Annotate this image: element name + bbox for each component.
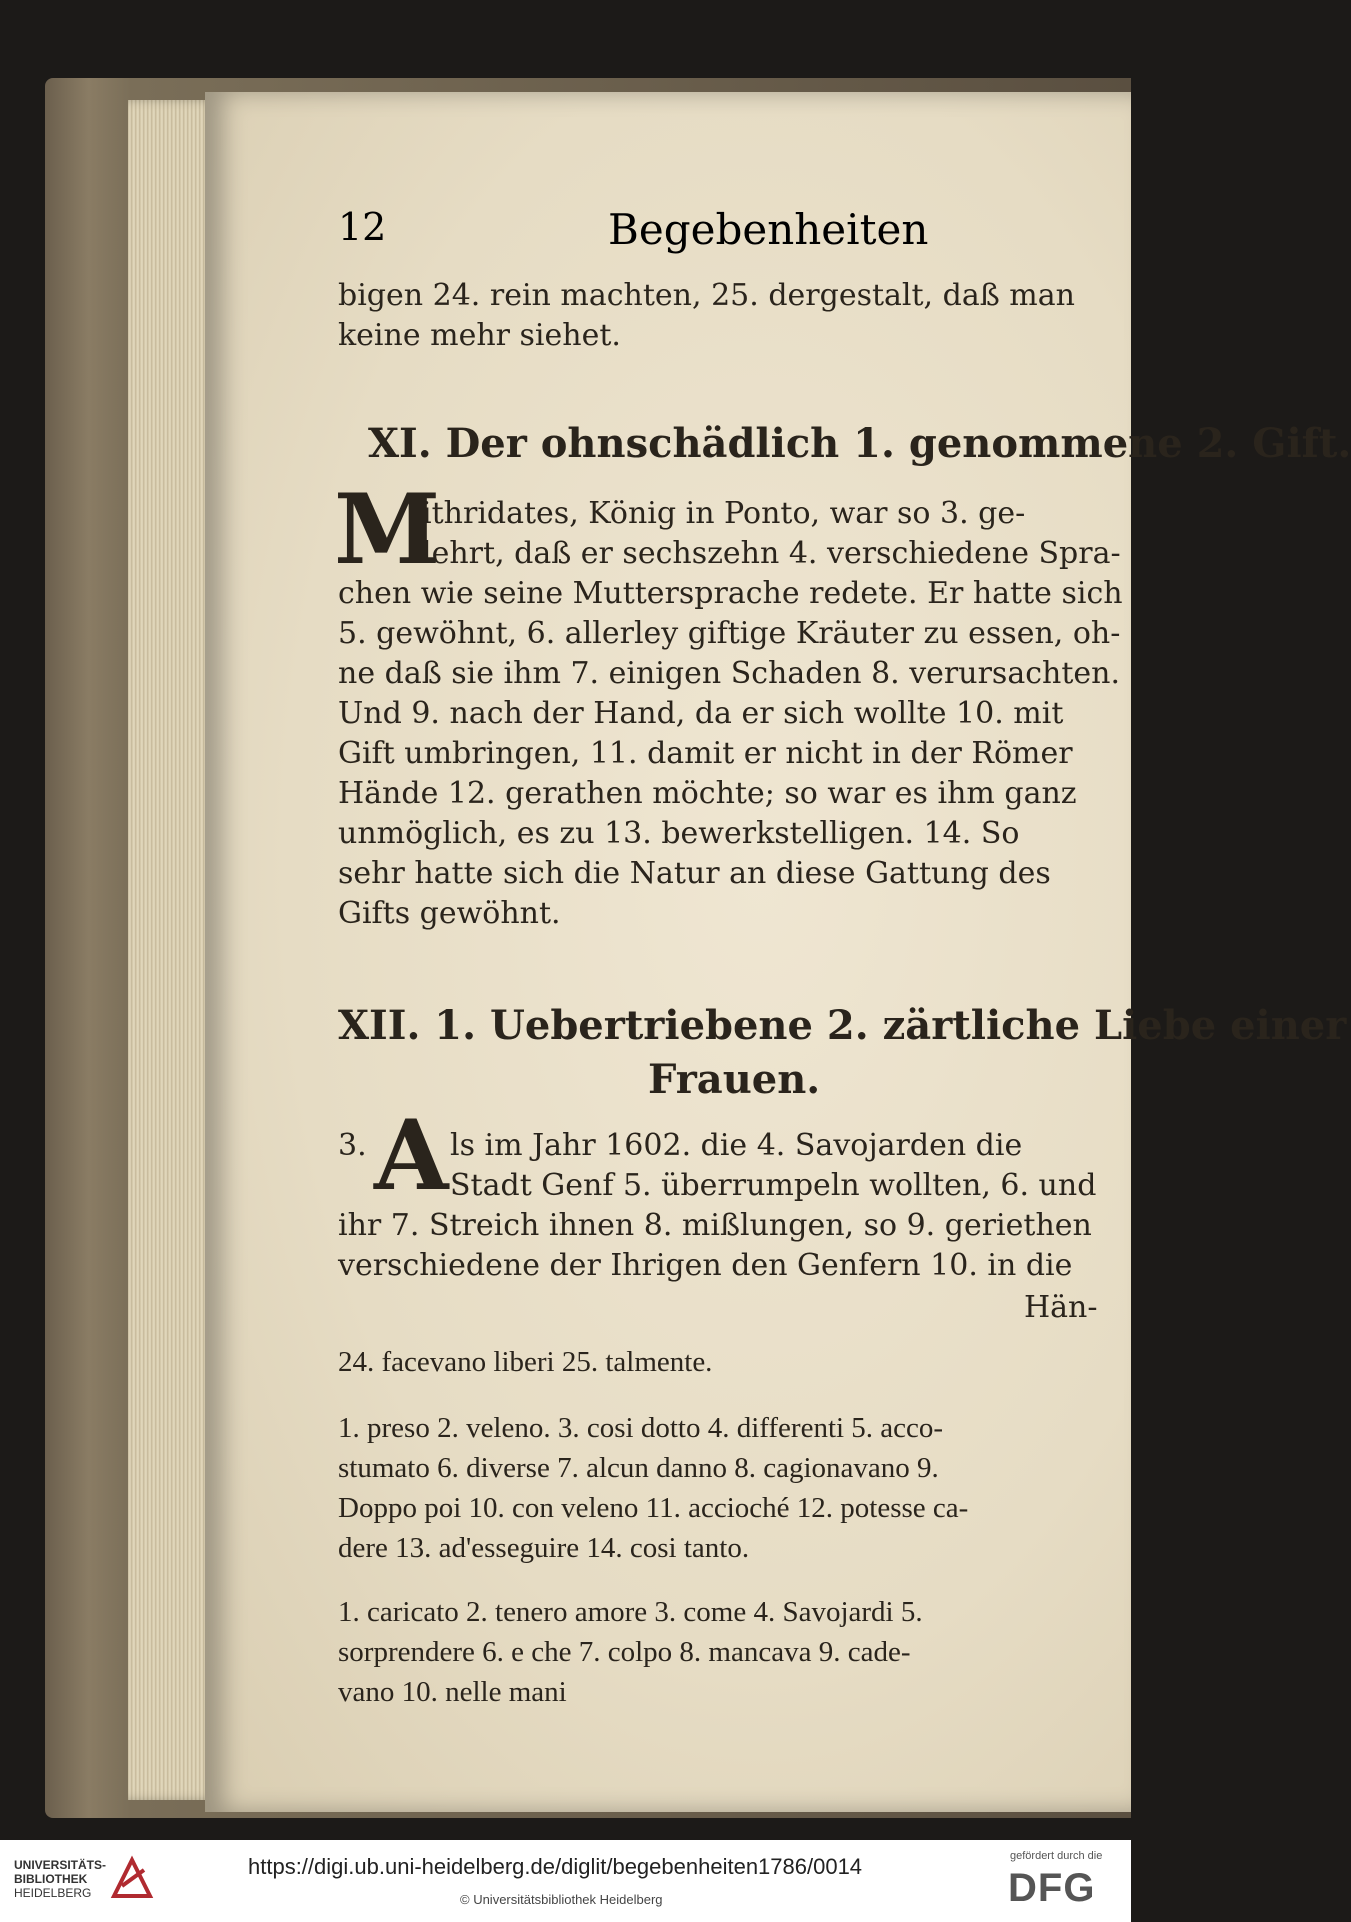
text-line: Stadt Genf 5. überrumpeln wollten, 6. und bbox=[450, 1168, 1097, 1203]
drop-initial: M bbox=[334, 473, 441, 586]
text-line: Und 9. nach der Hand, da er sich wollte 10. mit bbox=[338, 696, 1064, 731]
text-line: lehrt, daß er sechszehn 4. verschiedene Spra- bbox=[422, 536, 1121, 571]
permalink-url[interactable]: https://digi.ub.uni-heidelberg.de/diglit/begebenheiten1786/0014 bbox=[248, 1854, 863, 1879]
funder-label: gefördert durch die bbox=[1010, 1850, 1103, 1862]
text-line: ithridates, König in Ponto, war so 3. ge- bbox=[422, 496, 1026, 531]
footnote-line: dere 13. ad'esseguire 14. cosi tanto. bbox=[338, 1532, 750, 1564]
catchword: Hän- bbox=[1024, 1290, 1098, 1325]
section-heading: XI. Der ohnschädlich 1. genommene 2. Gift. bbox=[368, 420, 1351, 467]
copyright-notice: © Universitätsbibliothek Heidelberg bbox=[460, 1892, 663, 1907]
text-line: sehr hatte sich die Natur an diese Gattung des bbox=[338, 856, 1051, 891]
footnote-line: stumato 6. diverse 7. alcun danno 8. cagionavano 9. bbox=[338, 1452, 939, 1484]
text-line: Hände 12. gerathen möchte; so war es ihm ganz bbox=[338, 776, 1077, 811]
text-line: Gifts gewöhnt. bbox=[338, 896, 561, 931]
text-line: Gift umbringen, 11. damit er nicht in der Römer bbox=[338, 736, 1073, 771]
note-prefix: 3. bbox=[338, 1128, 367, 1163]
text-line: chen wie seine Muttersprache redete. Er hatte sich bbox=[338, 576, 1123, 611]
footnote-line: 24. facevano liberi 25. talmente. bbox=[338, 1346, 713, 1378]
library-logo[interactable] bbox=[14, 1858, 106, 1900]
footnote-line: sorprendere 6. e che 7. colpo 8. mancava 9. cade- bbox=[338, 1636, 911, 1668]
text-line: ne daß sie ihm 7. einigen Schaden 8. verursachten. bbox=[338, 656, 1121, 691]
dfg-logo[interactable]: DFG bbox=[1008, 1866, 1096, 1910]
text-line: ls im Jahr 1602. die 4. Savojarden die bbox=[450, 1128, 1023, 1163]
text-line: verschiedene der Ihrigen den Genfern 10. in die bbox=[338, 1248, 1073, 1283]
footnote-line: Doppo poi 10. con veleno 11. accioché 12. potesse ca- bbox=[338, 1492, 969, 1524]
text-line: 5. gewöhnt, 6. allerley giftige Kräuter zu essen, oh- bbox=[338, 616, 1121, 651]
text-line: ihr 7. Streich ihnen 8. mißlungen, so 9. geriethen bbox=[338, 1208, 1092, 1243]
footnote-line: 1. caricato 2. tenero amore 3. come 4. Savojardi 5. bbox=[338, 1596, 923, 1628]
section-heading: XII. 1. Uebertriebene 2. zärtliche Liebe einer bbox=[338, 1002, 1347, 1049]
text-line: bigen 24. rein machten, 25. dergestalt, daß man bbox=[338, 278, 1075, 313]
text-line: keine mehr siehet. bbox=[338, 318, 621, 353]
running-head: Begebenheiten bbox=[608, 205, 929, 254]
library-emblem-icon bbox=[110, 1856, 154, 1900]
library-name-line: HEIDELBERG bbox=[14, 1886, 92, 1900]
library-name-line: BIBLIOTHEK bbox=[14, 1872, 88, 1886]
section-heading-cont: Frauen. bbox=[648, 1056, 821, 1103]
library-name-line: UNIVERSITÄTS- bbox=[14, 1858, 107, 1872]
drop-initial: A bbox=[374, 1099, 449, 1212]
viewer-footer bbox=[0, 1840, 1131, 1922]
page-header bbox=[338, 205, 1098, 265]
text-line: unmöglich, es zu 13. bewerkstelligen. 14. So bbox=[338, 816, 1020, 851]
footnote-line: vano 10. nelle mani bbox=[338, 1676, 567, 1708]
footnote-line: 1. preso 2. veleno. 3. cosi dotto 4. differenti 5. acco- bbox=[338, 1412, 944, 1444]
page-number: 12 bbox=[338, 205, 387, 249]
